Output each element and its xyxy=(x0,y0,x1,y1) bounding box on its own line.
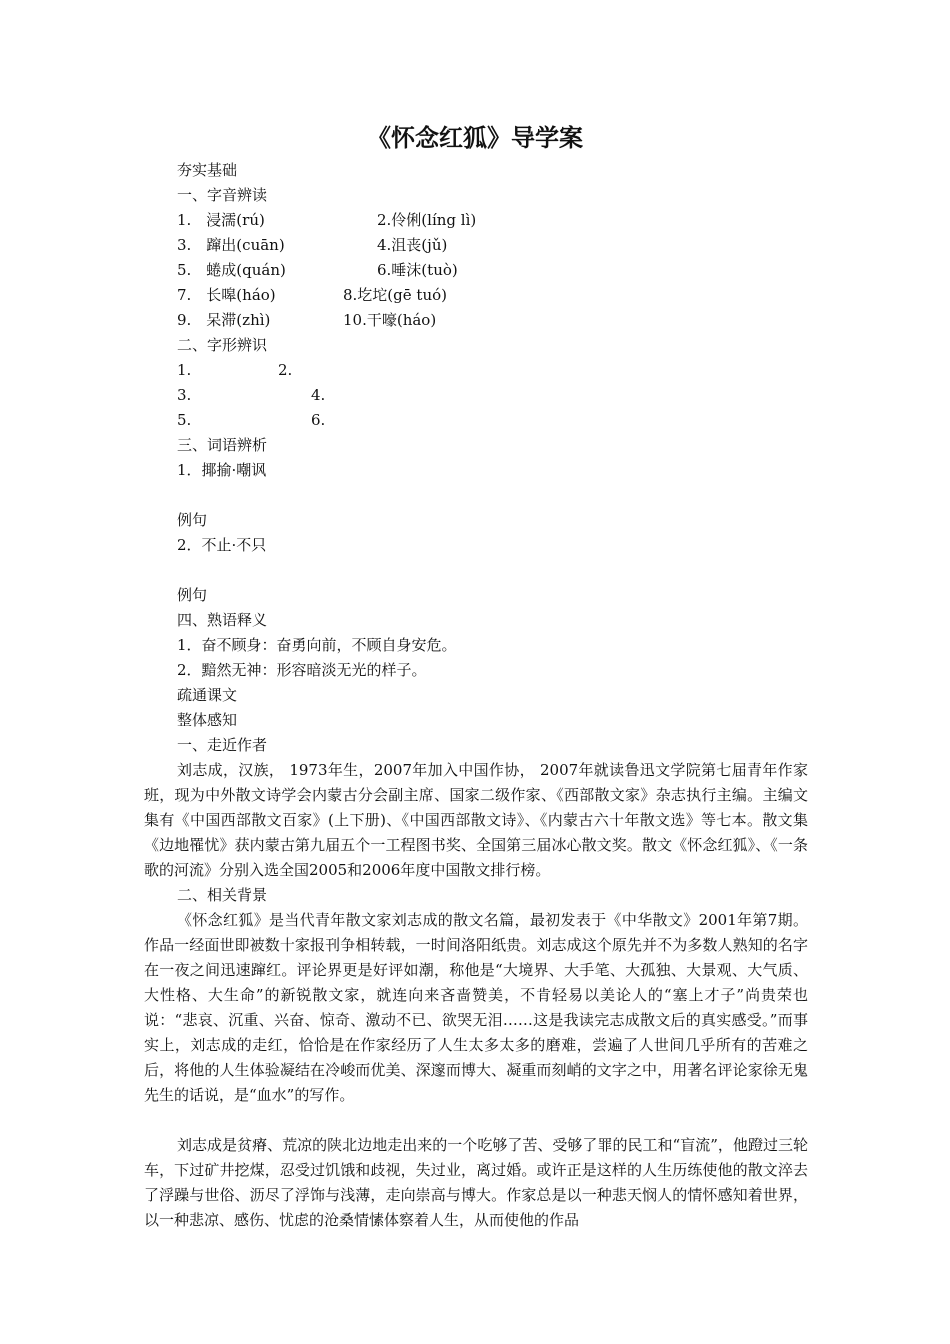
pronunciation-row xyxy=(177,258,458,283)
char-shape-heading: 二、字形辨识 xyxy=(177,336,268,354)
pronunciation-item: 5. 蜷成(quán) xyxy=(177,261,286,279)
pronunciation-item: 9. 呆滞(zhì) xyxy=(177,311,271,329)
example-label: 例句 xyxy=(177,586,208,604)
idiom-heading: 四、熟语释义 xyxy=(177,611,268,629)
pronunciation-row xyxy=(177,283,447,308)
char-shape-item: 1. xyxy=(177,361,192,379)
word-analysis-heading: 三、词语辨析 xyxy=(177,436,268,454)
document-title: 《怀念红狐》导学案 xyxy=(367,124,583,152)
section-text-heading: 疏通课文 xyxy=(177,686,238,704)
char-shape-item: 6. xyxy=(311,411,326,429)
word-pair: 1．揶揄·嘲讽 xyxy=(177,461,267,479)
char-shape-item: 3. xyxy=(177,386,192,404)
background-paragraph: 刘志成是贫瘠、荒凉的陕北边地走出来的一个吃够了苦、受够了罪的民工和“盲流”，他蹬过三轮车，下过矿井挖煤，忍受过饥饿和歧视，失过业，离过婚。或许正是这样的人生历练使他的散文淬去了浮躁与世俗、沥尽了浮饰与浅薄，走向崇高与博大。作家总是以一种悲天悯人的情怀感知着世界，以一种悲凉、感伤、忧虑的沧桑情愫体察着人生，从而使他的作品 xyxy=(144,1136,808,1229)
section-basics-heading: 夯实基础 xyxy=(177,161,238,179)
background-paragraph: 《怀念红狐》是当代青年散文家刘志成的散文名篇，最初发表于《中华散文》2001年第7期。作品一经面世即被数十家报刊争相转载，一时间洛阳纸贵。刘志成这个原先并不为多数人熟知的名字在一夜之间迅速蹿红。评论界更是好评如潮，称他是“大境界、大手笔、大孤独、大景观、大气质、大性格、大生命”的新锐散文家，就连向来吝啬赞美，不肯轻易以美论人的“塞上才子”尚贵荣也说：“悲哀、沉重、兴奋、惊奇、激动不已、欲哭无泪……这是我读完志成散文后的真实感受。”而事实上，刘志成的走红，恰恰是在作家经历了人生太多太多的磨难，尝遍了人世间几乎所有的苦难之后，将他的人生体验凝结在冷峻而优美、深邃而博大、凝重而刻峭的文字之中，用著名评论家徐无鬼先生的话说，是“血水”的写作。 xyxy=(144,911,808,1104)
author-paragraph: 刘志成，汉族， 1973年生，2007年加入中国作协， 2007年就读鲁迅文学院第七届青年作家班，现为中外散文诗学会内蒙古分会副主席、国家二级作家、《西部散文家》杂志执行主编。主编文集有《中国西部散文百家》(上下册)、《中国西部散文诗》、《内蒙古六十年散文选》等七本。散文集《边地罹忧》获内蒙古第九届五个一工程图书奖、全国第三届冰心散文奖。散文《怀念红狐》、《一条歌的河流》分别入选全国2005和2006年度中国散文排行榜。 xyxy=(144,761,808,879)
pronunciation-item: 3. 蹿出(cuān) xyxy=(177,236,285,254)
char-shape-item: 2. xyxy=(278,361,293,379)
author-heading: 一、走近作者 xyxy=(177,736,268,754)
pronunciation-heading: 一、字音辨读 xyxy=(177,186,268,204)
pronunciation-row xyxy=(177,233,448,258)
background-heading: 二、相关背景 xyxy=(177,886,268,904)
char-shape-item: 4. xyxy=(311,386,326,404)
idiom-item: 2．黯然无神：形容暗淡无光的样子。 xyxy=(177,661,427,679)
section-overall-heading: 整体感知 xyxy=(177,711,238,729)
pronunciation-item: 6.唾沫(tuò) xyxy=(377,261,458,279)
pronunciation-row xyxy=(177,308,437,333)
idiom-item: 1．奋不顾身：奋勇向前，不顾自身安危。 xyxy=(177,636,457,654)
char-shape-row xyxy=(177,358,293,383)
char-shape-row xyxy=(177,383,326,408)
pronunciation-item: 7. 长嗥(háo) xyxy=(177,286,276,304)
char-shape-row xyxy=(177,408,326,433)
example-label: 例句 xyxy=(177,511,208,529)
word-pair: 2．不止·不只 xyxy=(177,536,267,554)
char-shape-item: 5. xyxy=(177,411,192,429)
pronunciation-item: 10.干嚎(háo) xyxy=(343,311,437,329)
pronunciation-row xyxy=(177,208,477,233)
pronunciation-item: 4.沮丧(jǔ) xyxy=(377,236,448,254)
pronunciation-item: 2.伶俐(líng lì) xyxy=(377,211,477,229)
pronunciation-item: 8.圪坨(gē tuó) xyxy=(343,286,447,304)
pronunciation-item: 1. 浸濡(rú) xyxy=(177,211,265,229)
